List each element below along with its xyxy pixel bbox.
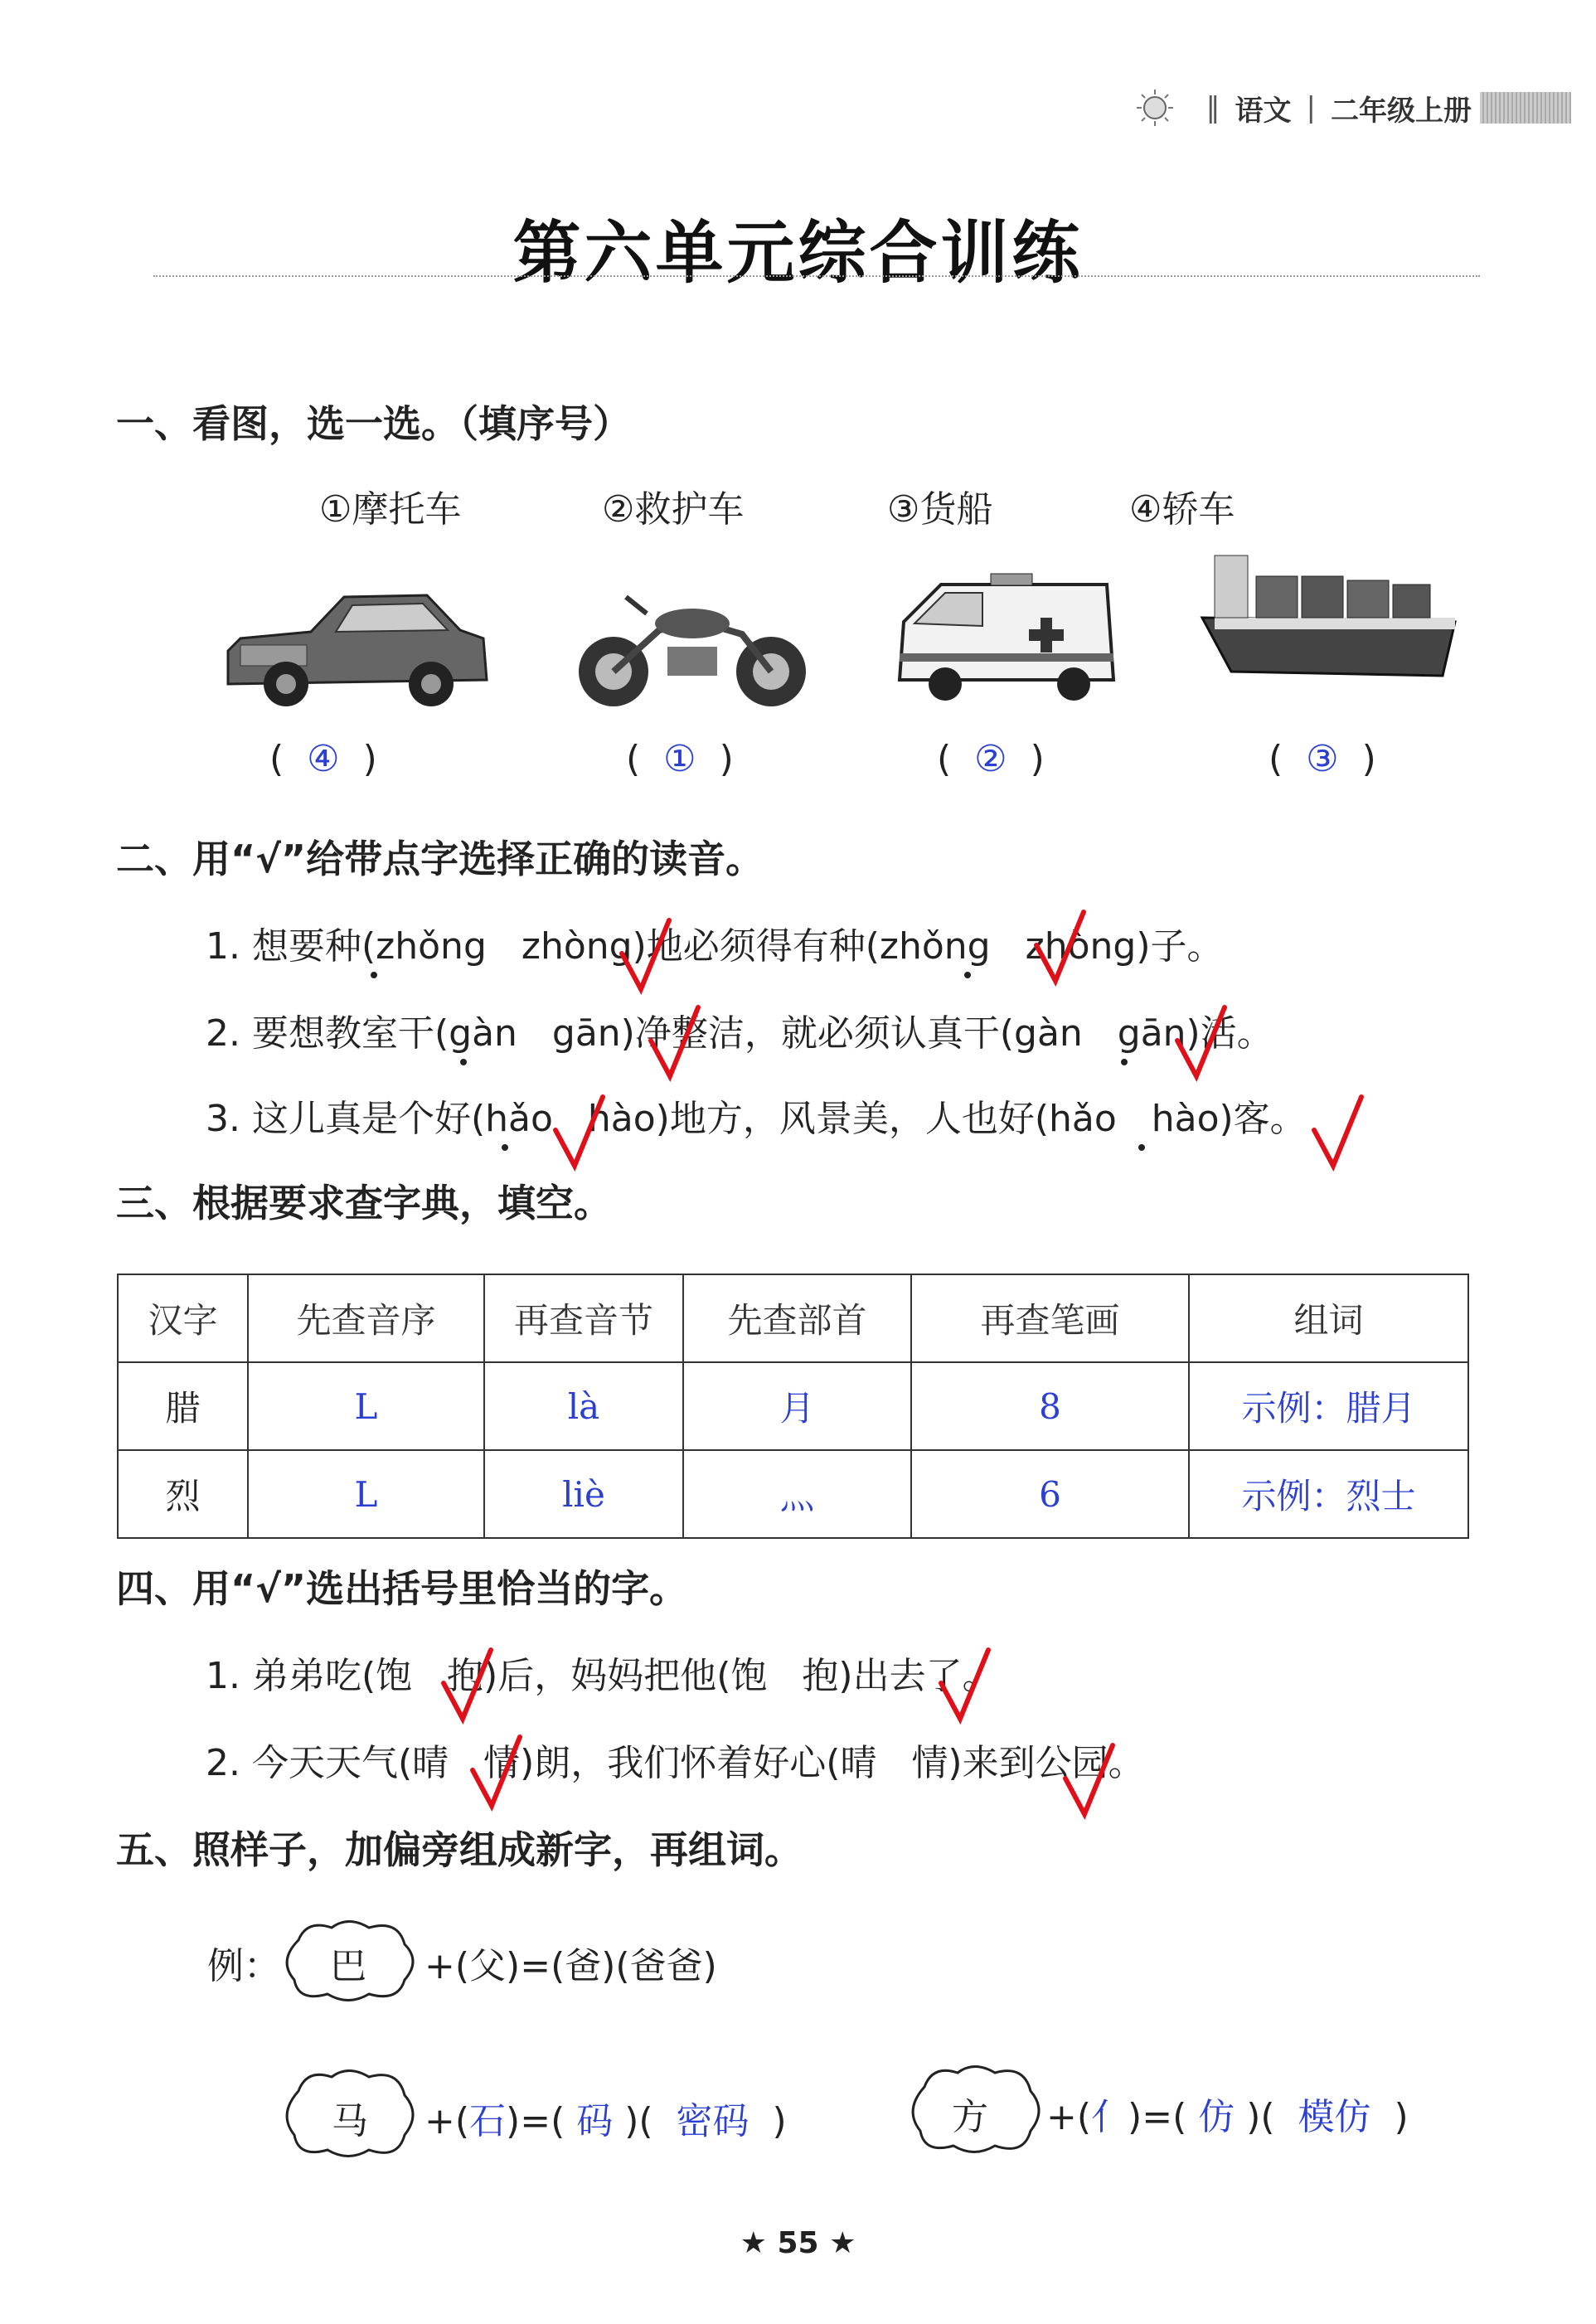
emphasis-dot [1121,1059,1128,1065]
answer-2-value: ① [663,738,696,780]
line-number: 1. [206,925,240,968]
check-mark-icon [1173,1003,1231,1082]
table-cell: L [248,1450,484,1538]
table-header: 再查笔画 [911,1274,1189,1362]
item-2-new-char: 仿 [1198,2096,1235,2138]
dictionary-table [117,1274,1469,1539]
item-2-radical: 亻 [1091,2096,1128,2138]
ambulance-picture [891,564,1123,705]
line-number: 2. [206,1012,240,1055]
table-cell: 腊 [118,1362,248,1450]
table-cell: 示例：烈士 [1189,1450,1468,1538]
table-header: 先查音序 [248,1274,484,1362]
item-2-word: 模仿 [1298,2096,1371,2138]
s2-line-2-part-3: gān)活。 [1117,1012,1273,1055]
divider: ‖ [1205,91,1220,124]
section-4-heading: 四、用“√”选出括号里恰当的字。 [116,1566,688,1611]
table-cell: là [484,1362,683,1450]
s2-line-2-part-1: 要想教室干(gàn [251,1012,517,1055]
header-bar [1480,92,1571,124]
table-cell: liè [484,1450,683,1538]
table-header: 组词 [1189,1274,1468,1362]
item-1-radical: 石 [469,2100,507,2142]
line-number: 3. [206,1098,240,1140]
table-header: 汉字 [118,1274,248,1362]
s4-line-2-part-3: 情)来到公园。 [911,1742,1145,1784]
table-cell: 月 [683,1362,911,1450]
car-picture [220,580,493,713]
s2-line-3-part-2: hào)地方，风景美，人也好(hǎo [587,1098,1117,1140]
section-1-heading: 一、看图，选一选。（填序号） [116,401,631,446]
check-mark-icon [647,1003,705,1082]
check-mark-icon [551,1093,609,1172]
table-row [118,1362,1468,1450]
line-number: 1. [206,1655,240,1697]
answer-4: ( ③ ) [1269,738,1376,780]
check-mark-icon [439,1646,497,1725]
item-1-word: 密码 [676,2100,749,2142]
item-1-char: 马 [332,2100,368,2142]
answer-1: ( ④ ) [269,738,377,780]
answer-3: ( ② ) [937,738,1045,780]
check-mark-icon [1310,1093,1368,1172]
answer-4-value: ③ [1306,738,1339,780]
s2-line-3-part-3: hào)客。 [1151,1098,1307,1140]
item-2-equation: +(亻)=( 仿 )( 模仿 ) [1046,2096,1409,2138]
page-number-value: 55 [777,2226,819,2260]
check-mark-icon [618,916,676,995]
table-header-row [118,1274,1468,1362]
item-1-new-char: 码 [576,2100,614,2142]
table-cell: 6 [911,1450,1189,1538]
grade-label: 二年级上册 [1331,94,1472,128]
page-header [1130,87,1571,129]
table-cell: 8 [911,1362,1189,1450]
table-row [118,1450,1468,1538]
check-mark-icon [937,1646,995,1725]
table-header: 先查部首 [683,1274,911,1362]
s4-line-1-part-3: 抱)出去了。 [802,1655,999,1697]
divider: | [1306,91,1316,124]
page-title: 第六单元综合训练 [512,213,1084,293]
s4-line-2-part-1: 今天天气(晴 [251,1742,449,1784]
section-3-heading: 三、根据要求查字典，填空。 [116,1181,612,1225]
s2-line-1-part-3: zhòng)子。 [1025,925,1224,968]
example-char: 巴 [330,1945,366,1987]
section-5-heading: 五、照样子，加偏旁组成新字，再组词。 [116,1827,803,1872]
sun-icon [1130,87,1180,129]
s2-line-2 [206,1003,1273,1056]
check-mark-icon [1032,908,1090,987]
example-label: 例： [207,1945,280,1987]
answer-2: ( ① ) [626,738,734,780]
option-3: ③货船 [887,488,993,531]
s4-line-1-part-2: 抱)后，妈妈把他(饱 [447,1655,768,1697]
item-2-char: 方 [952,2096,988,2138]
table-cell: 烈 [118,1450,248,1538]
table-cell: 示例：腊月 [1189,1362,1468,1450]
table-cell: L [248,1362,484,1450]
s2-line-1-part-1: 想要种(zhǒng [251,925,487,968]
example-equation: +(父)=(爸)(爸爸) [424,1945,717,1987]
s4-line-1 [206,1646,999,1699]
subject-label: 语文 [1235,94,1292,128]
emphasis-dot [1138,1144,1145,1151]
item-1-equation: +(石)=( 码 )( 密码 ) [424,2100,787,2142]
s4-line-2 [206,1733,1145,1786]
s2-line-3 [206,1089,1307,1142]
emphasis-dot [964,972,971,978]
s4-line-1-part-1: 弟弟吃(饱 [251,1655,413,1697]
ship-picture [1198,539,1463,696]
check-mark-icon [468,1733,526,1812]
s4-line-2-part-2: 情)朗，我们怀着好心(晴 [483,1742,877,1784]
answer-1-value: ④ [307,738,340,780]
emphasis-dot [371,972,377,978]
emphasis-dot [502,1144,508,1151]
table-cell: 灬 [683,1450,911,1538]
s2-line-2-part-2: gān)净整洁，就必须认真干(gàn [551,1012,1083,1055]
answer-3-value: ② [974,738,1007,780]
check-mark-icon [1061,1741,1119,1820]
s2-line-3-part-1: 这儿真是个好(hǎo [251,1098,553,1140]
line-number: 2. [206,1742,240,1784]
title-rule [153,275,1480,277]
option-1: ①摩托车 [319,488,462,531]
option-2: ②救护车 [602,488,745,531]
page-number: ★ 55 ★ [740,2226,856,2260]
table-header: 再查音节 [484,1274,683,1362]
s2-line-1-part-2: zhòng)地必须得有种(zhǒng [521,925,991,968]
section-2-heading: 二、用“√”给带点字选择正确的读音。 [116,837,764,881]
motorcycle-picture [568,589,817,713]
emphasis-dot [460,1059,467,1065]
option-4: ④轿车 [1129,488,1235,531]
